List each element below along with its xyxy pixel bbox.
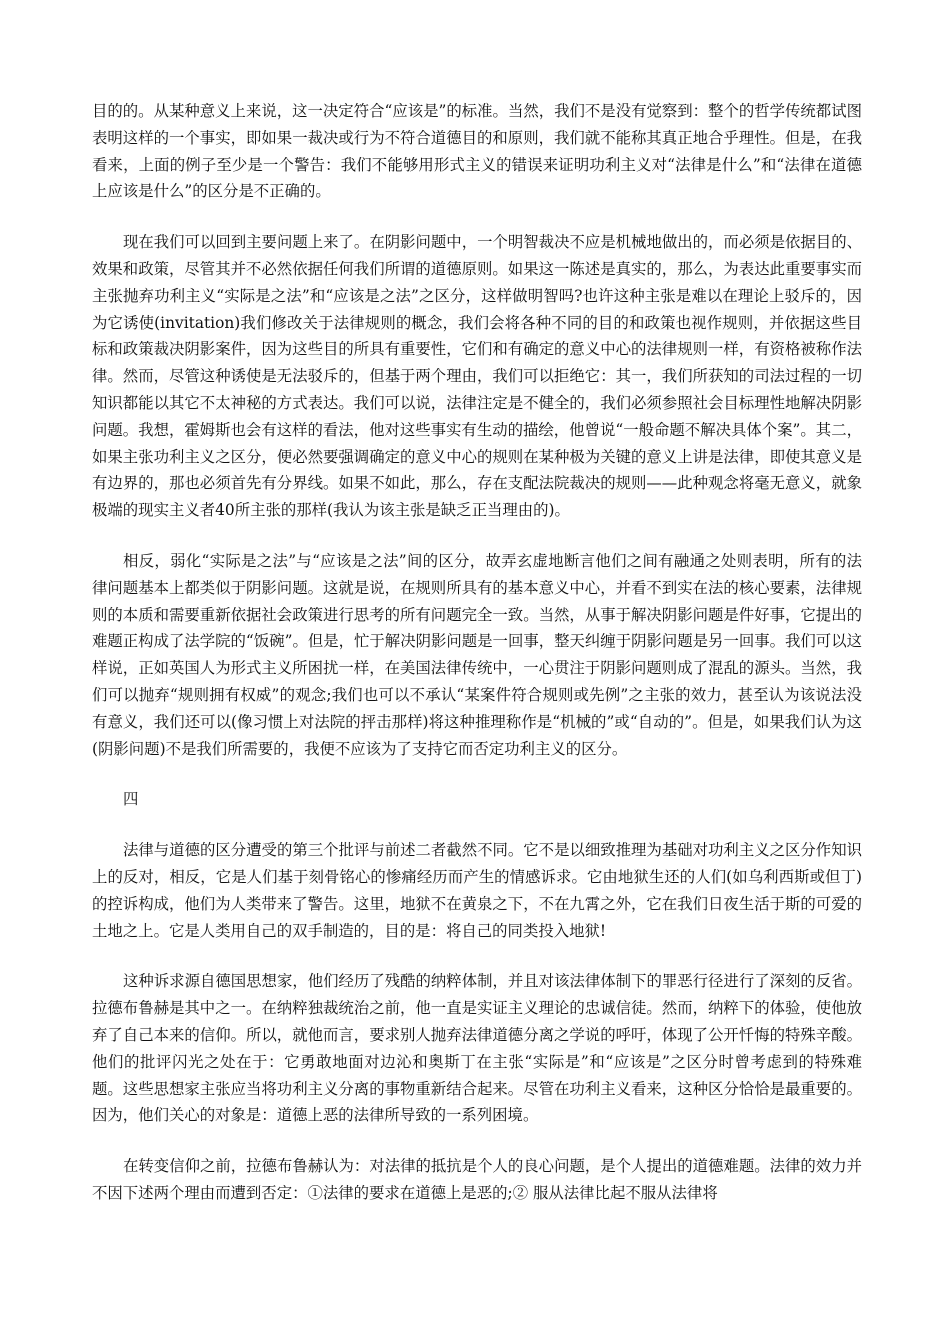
paragraph-6: 在转变信仰之前，拉德布鲁赫认为：对法律的抵抗是个人的良心问题，是个人提出的道德难题。法律的效力并不因下述两个理由而遭到否定：①法律的要求在道德上是恶的;② 服从法律比起不服从法律将: [92, 1157, 862, 1202]
paragraph-4: 法律与道德的区分遭受的第三个批评与前述二者截然不同。它不是以细致推理为基础对功利主义之区分作知识上的反对，相反，它是人们基于刻骨铭心的惨痛经历而产生的情感诉求。它由地狱生还的人们(如乌利西斯或但丁)的控诉构成，他们为人类带来了警告。这里，地狱不在黄泉之下，不在九霄之外，它在我们日夜生活于斯的可爱的土地之上。它是人类用自己的双手制造的，目的是：将自己的同类投入地狱!: [92, 841, 862, 940]
paragraph-5: 这种诉求源自德国思想家，他们经历了残酷的纳粹体制，并且对该法律体制下的罪恶行径进行了深刻的反省。拉德布鲁赫是其中之一。在纳粹独裁统治之前，他一直是实证主义理论的忠诚信徒。然而，纳粹下的体验，使他放弃了自己本来的信仰。所以，就他而言，要求别人抛弃法律道德分离之学说的呼吁，体现了公开忏悔的特殊辛酸。他们的批评闪光之处在于：它勇敢地面对边沁和奥斯丁在主张“实际是”和“应该是”之区分时曾考虑到的特殊难题。这些思想家主张应当将功利主义分离的事物重新结合起来。尽管在功利主义看来，这种区分恰恰是最重要的。因为，他们关心的对象是：道德上恶的法律所导致的一系列困境。: [92, 972, 862, 1125]
paragraph-3: 相反，弱化“实际是之法”与“应该是之法”间的区分，故弄玄虚地断言他们之间有融通之处则表明，所有的法律问题基本上都类似于阴影问题。这就是说，在规则所具有的基本意义中心，并看不到实在法的核心要素，法律规则的本质和需要重新依据社会政策进行思考的所有问题完全一致。当然，从事于解决阴影问题是件好事，它提出的难题正构成了法学院的“饭碗”。但是，忙于解决阴影问题是一回事，整天纠缠于阴影问题是另一回事。我们可以这样说，正如英国人为形式主义所困扰一样，在美国法律传统中，一心贯注于阴影问题则成了混乱的源头。当然，我们可以抛弃“规则拥有权威”的观念;我们也可以不承认“某案件符合规则或先例”之主张的效力，甚至认为该说法没有意义，我们还可以(像习惯上对法院的抨击那样)将这种推理称作是“机械的”或“自动的”。但是，如果我们认为这(阴影问题)不是我们所需要的，我便不应该为了支持它而否定功利主义的区分。: [92, 551, 862, 758]
paragraph-2: 现在我们可以回到主要问题上来了。在阴影问题中，一个明智裁决不应是机械地做出的，而必须是依据目的、效果和政策，尽管其并不必然依据任何我们所谓的道德原则。如果这一陈述是真实的，那么，为表达此重要事实而主张抛弃功利主义“实际是之法”和“应该是之法”之区分，这样做明智吗?也许这种主张是难以在理论上驳斥的，因为它诱使(invitation)我们修改关于法律规则的概念，我们会将各种不同的目的和政策也视作规则，并依据这些目标和政策裁决阴影案件，因为这些目的所具有重要性，它们和有确定的意义中心的法律规则一样，有资格被称作法律。然而，尽管这种诱使是无法驳斥的，但基于两个理由，我们可以拒绝它：其一，我们所获知的司法过程的一切知识都能以其它不太神秘的方式表达。我们可以说，法律注定是不健全的，我们必须参照社会目标理性地解决阴影问题。我想，霍姆斯也会有这样的看法，他对这些事实有生动的描绘，他曾说“一般命题不解决具体个案”。其二，如果主张功利主义之区分，便必然要强调确定的意义中心的规则在某种极为关键的意义上讲是法律，即使其意义是有边界的，那也必须首先有分界线。如果不如此，那么，存在支配法院裁决的规则——此种观念将毫无意义，就象极端的现实主义者40所主张的那样(我认为该主张是缺乏正当理由的)。: [92, 233, 862, 520]
document-page: [92, 98, 862, 1231]
section-heading: 四: [123, 790, 139, 809]
paragraph-1: 目的的。从某种意义上来说，这一决定符合“应该是”的标准。当然，我们不是没有觉察到：整个的哲学传统都试图表明这样的一个事实，即如果一裁决或行为不符合道德目的和原则，我们就不能称其真正地合乎理性。但是，在我看来，上面的例子至少是一个警告：我们不能够用形式主义的错误来证明功利主义对“法律是什么”和“法律在道德上应该是什么”的区分是不正确的。: [92, 102, 862, 201]
